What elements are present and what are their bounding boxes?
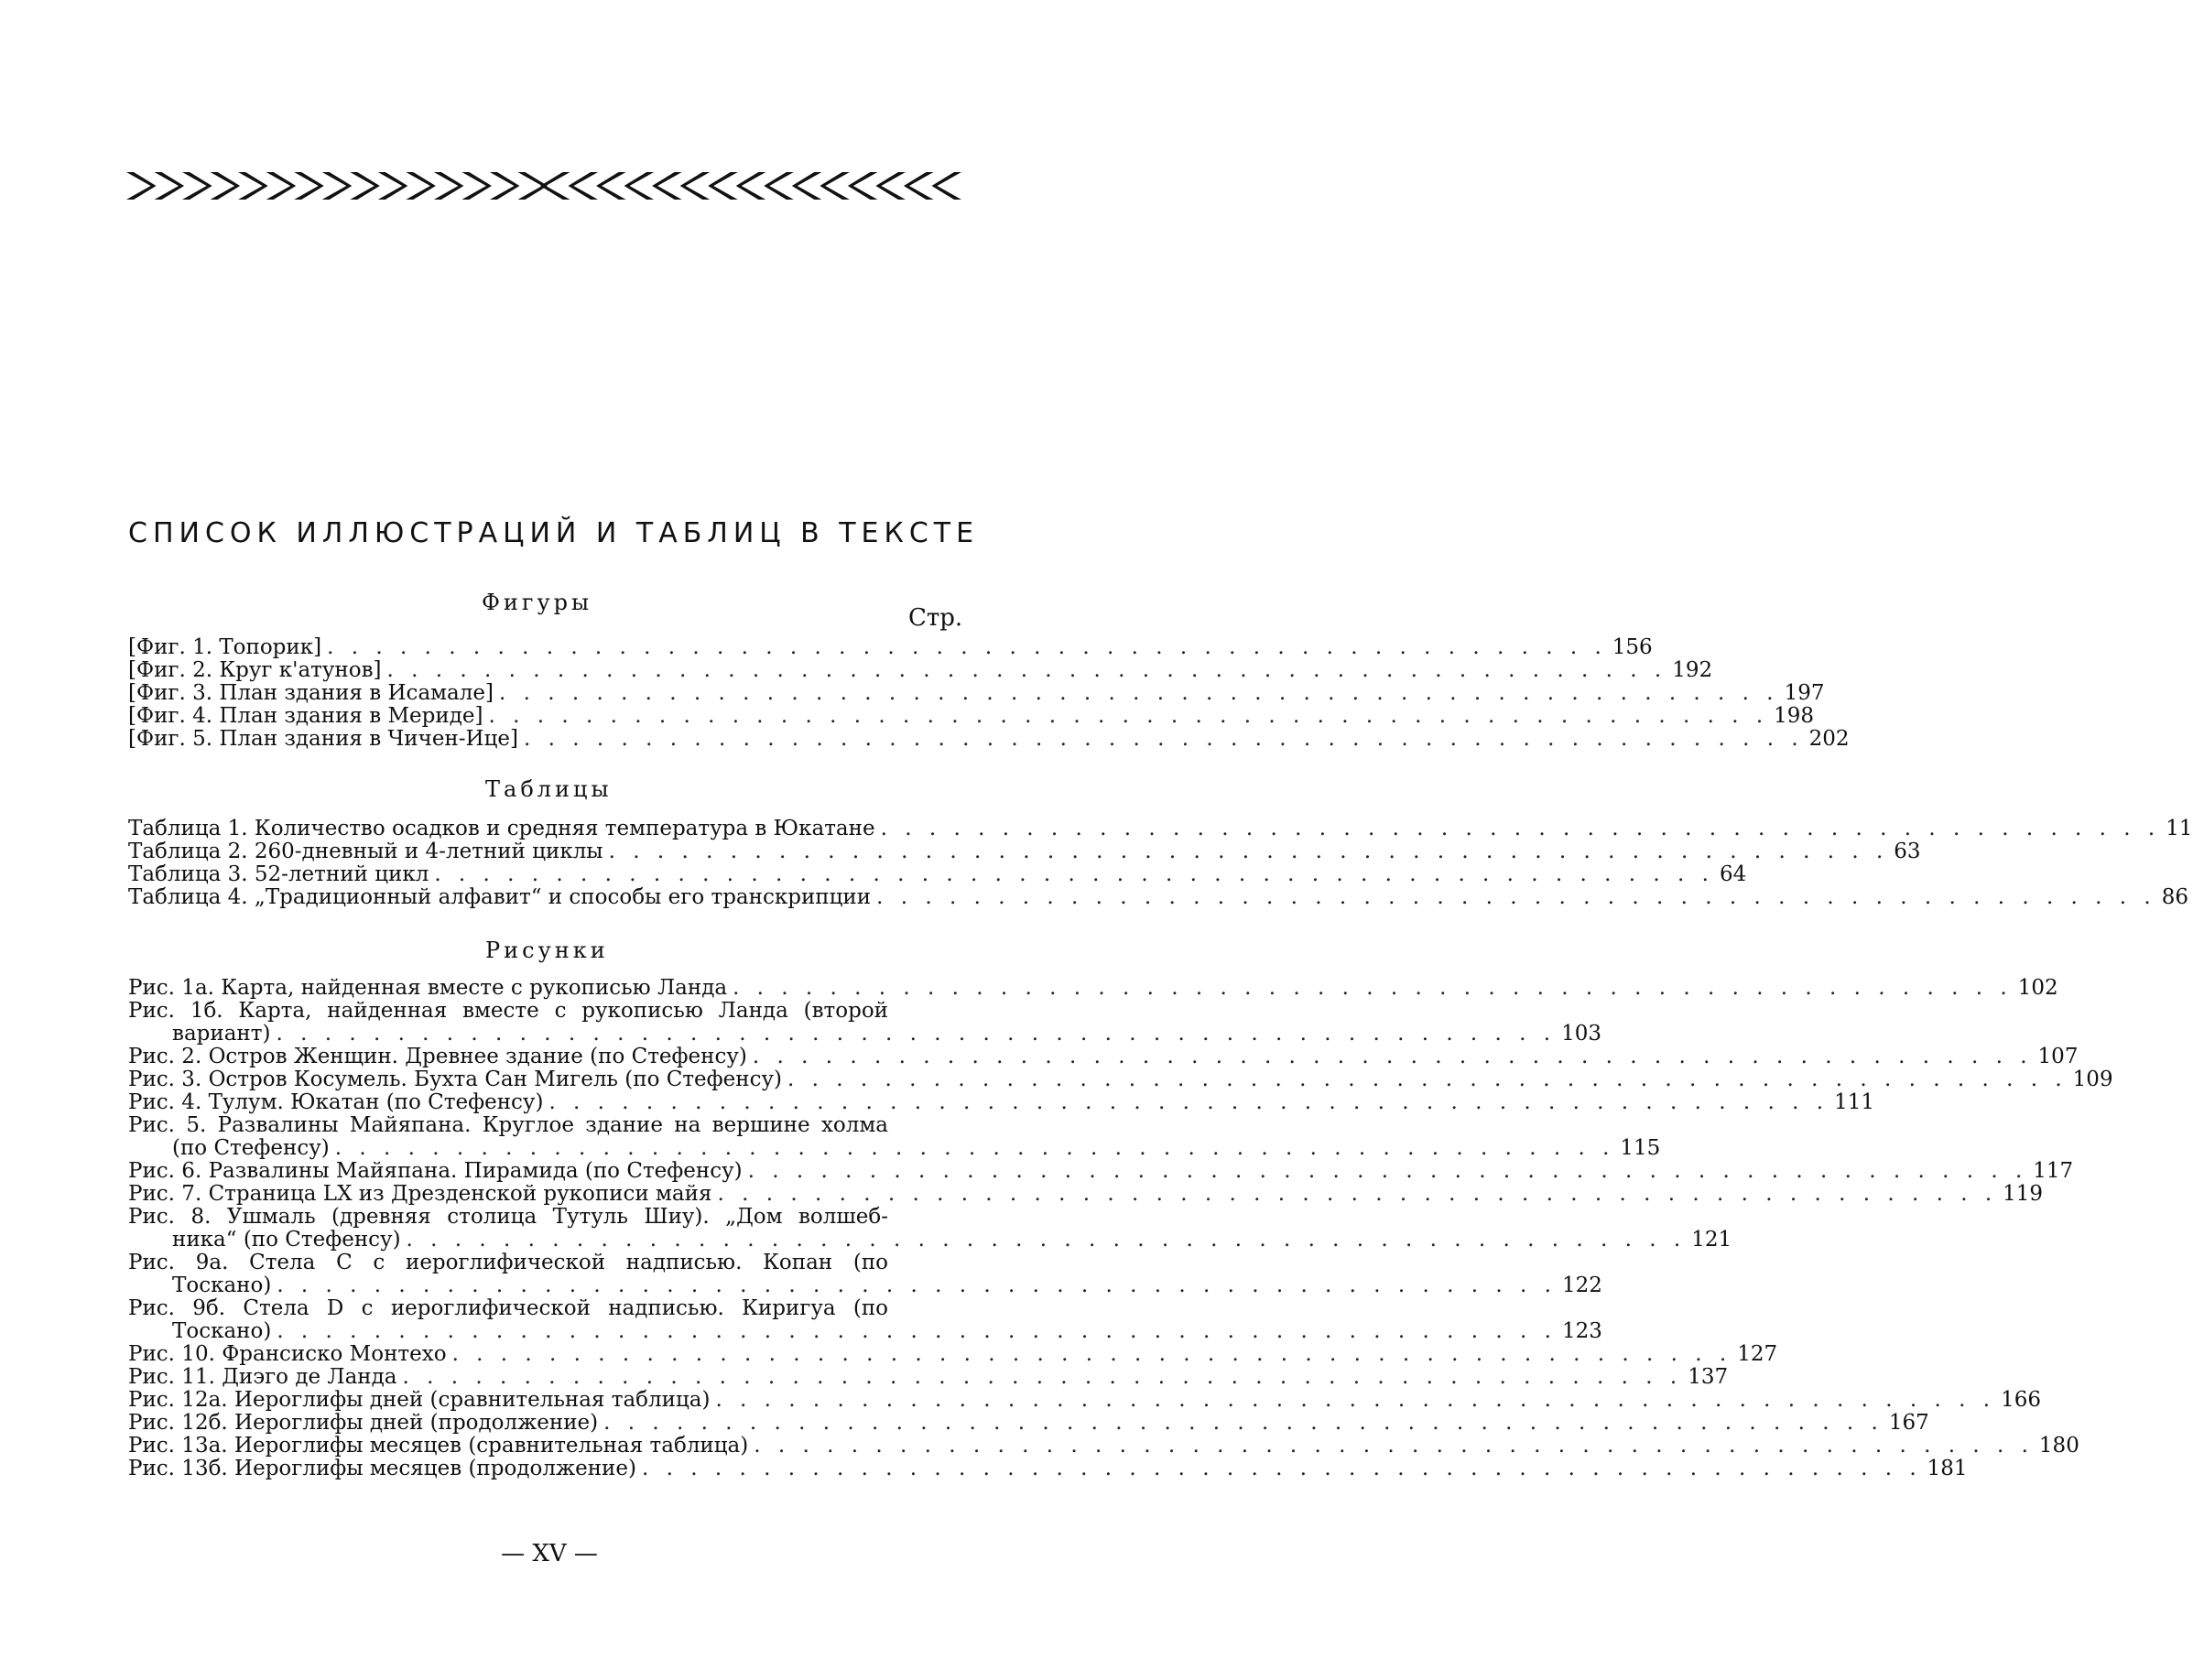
chevron-mark: [792, 172, 822, 200]
page-ref: 64: [1719, 862, 1747, 886]
dot-leader: . . . . . . . . . . . . . . . . . . . . . . . . . . . . . . . . . . . . . . . . . . . . . . . . . . . . .: [386, 658, 1667, 682]
dot-leader: . . . . . . . . . . . . . . . . . . . . . . . . . . . . . . . . . . . . . . . . . . . . . . . . . . . . .: [451, 1342, 1732, 1366]
dot-leader: . . . . . . . . . . . . . . . . . . . . . . . . . . . . . . . . . . . . . . . . . . . . . . . . . . . . .: [747, 1159, 2028, 1183]
chevron-mark: [266, 172, 297, 200]
entry-label: Таблица 1. Количество осадков и средняя температура в Юкатане: [128, 817, 875, 840]
entry-label: [Фиг. 4. План здания в Мериде]: [128, 704, 483, 728]
entry-label: Рис. 8. Ушмаль (древняя столица Тутуль Шиу). „Дом волшеб-: [128, 1205, 888, 1229]
entry-label: Рис. 9б. Стела D с иероглифической надписью. Киригуа (по: [128, 1296, 888, 1320]
page-ref: 107: [2037, 1045, 2079, 1068]
chevron-mark: [238, 172, 268, 200]
dot-leader: . . . . . . . . . . . . . . . . . . . . . . . . . . . . . . . . . . . . . . . . . . . . . . . . . . . . .: [603, 1411, 1884, 1435]
chevron-mark: [848, 172, 878, 200]
chevron-mark: [820, 172, 850, 200]
chevron-mark: [490, 172, 520, 200]
drawings-list: [128, 976, 2113, 1480]
drawing-entry: [128, 1113, 1661, 1160]
chevron-mark: [350, 172, 380, 200]
entry-label: вариант): [172, 1022, 271, 1046]
table-entry: [128, 817, 2193, 840]
drawing-entry: [128, 1090, 1875, 1114]
dot-leader: . . . . . . . . . . . . . . . . . . . . . . . . . . . . . . . . . . . . . . . . . . . . . . . . . . . . .: [548, 1090, 1829, 1114]
drawing-entry: [128, 1365, 1729, 1389]
page-ref: 123: [1561, 1319, 1602, 1343]
entry-label: Рис. 3. Остров Косумель. Бухта Сан Мигель (по Стефенсу): [128, 1068, 782, 1091]
page-ref: 137: [1688, 1365, 1729, 1389]
chevron-mark: [126, 172, 157, 200]
chevron-mark: [736, 172, 766, 200]
entry-label: Тоскано): [172, 1274, 272, 1297]
entry-label: Рис. 7. Страница LX из Дрезденской рукописи майя: [128, 1182, 712, 1206]
page-ref: 103: [1561, 1022, 1602, 1046]
entry-label: Рис. 1а. Карта, найденная вместе с рукописью Ланда: [128, 976, 728, 1000]
page-column-label: Стр.: [908, 604, 963, 632]
page-ref: 119: [2003, 1182, 2044, 1206]
entry-label: Рис. 1б. Карта, найденная вместе с рукописью Ланда (второй: [128, 999, 888, 1023]
page-title: СПИСОК ИЛЛЮСТРАЦИЙ И ТАБЛИЦ В ТЕКСТЕ: [128, 517, 980, 549]
page-ref: 197: [1784, 681, 1825, 705]
tables-list: [128, 817, 2193, 909]
chevron-mark: [211, 172, 241, 200]
drawing-entry: [128, 1388, 2042, 1412]
dot-leader: . . . . . . . . . . . . . . . . . . . . . . . . . . . . . . . . . . . . . . . . . . . . . . . . . . . . .: [327, 635, 1607, 659]
chevron-mark: [652, 172, 682, 200]
page-ref: 115: [1620, 1136, 1661, 1160]
entry-label: [Фиг. 2. Круг к'атунов]: [128, 658, 382, 682]
page-ref: 11: [2166, 817, 2193, 840]
page-ref: 122: [1561, 1274, 1602, 1297]
entry-label: ника“ (по Стефенсу): [172, 1228, 401, 1252]
page-ref: 127: [1737, 1342, 1778, 1366]
chevron-mark: [931, 172, 961, 200]
entry-label: Рис. 10. Франсиско Монтехо: [128, 1342, 447, 1366]
entry-label: (по Стефенсу): [172, 1136, 330, 1160]
figures-list: [128, 635, 1850, 751]
drawing-entry: [128, 1045, 2079, 1068]
table-entry: [128, 862, 1747, 886]
entry-label: [Фиг. 3. План здания в Исамале]: [128, 681, 494, 705]
drawing-entry: [128, 999, 1602, 1046]
page-ref: 63: [1894, 840, 1921, 863]
drawing-entry: [128, 1182, 2044, 1206]
page-ref: 181: [1927, 1457, 1968, 1480]
chevron-mark: [322, 172, 353, 200]
drawing-entry: [128, 976, 2058, 1000]
figures-heading: Фигуры: [482, 590, 593, 615]
page-ref: 102: [2017, 976, 2058, 1000]
drawing-entry: [128, 1342, 1778, 1366]
page-ref: 109: [2072, 1068, 2113, 1091]
chevron-ornament-icon: [125, 168, 963, 203]
dot-leader: . . . . . . . . . . . . . . . . . . . . . . . . . . . . . . . . . . . . . . . . . . . . . . . . . . . . .: [277, 1274, 1557, 1297]
dot-leader: . . . . . . . . . . . . . . . . . . . . . . . . . . . . . . . . . . . . . . . . . . . . . . . . . . . . .: [434, 862, 1714, 886]
dot-leader: . . . . . . . . . . . . . . . . . . . . . . . . . . . . . . . . . . . . . . . . . . . . . . . . . . . . .: [752, 1045, 2033, 1068]
chevron-mark: [904, 172, 934, 200]
entry-label: Рис. 13а. Иероглифы месяцев (сравнительная таблица): [128, 1434, 749, 1458]
figure-entry: [128, 635, 1653, 659]
chevron-mark: [461, 172, 492, 200]
dot-leader: . . . . . . . . . . . . . . . . . . . . . . . . . . . . . . . . . . . . . . . . . . . . . . . . . . . . .: [715, 1388, 1996, 1412]
dot-leader: . . . . . . . . . . . . . . . . . . . . . . . . . . . . . . . . . . . . . . . . . . . . . . . . . . . . .: [876, 885, 2156, 909]
dot-leader: . . . . . . . . . . . . . . . . . . . . . . . . . . . . . . . . . . . . . . . . . . . . . . . . . . . . .: [488, 704, 1769, 728]
page-ref: 192: [1672, 658, 1713, 682]
dot-leader: . . . . . . . . . . . . . . . . . . . . . . . . . . . . . . . . . . . . . . . . . . . . . . . . . . . . .: [523, 727, 1804, 751]
entry-continuation: [128, 1136, 1661, 1160]
chevron-mark: [378, 172, 408, 200]
drawings-heading: Рисунки: [485, 938, 609, 963]
drawing-entry: [128, 1296, 1602, 1343]
page-ref: 167: [1888, 1411, 1929, 1435]
chevron-mark: [764, 172, 794, 200]
page-ref: 202: [1808, 727, 1850, 751]
entry-label: Рис. 12б. Иероглифы дней (продолжение): [128, 1411, 599, 1435]
chevron-mark: [155, 172, 185, 200]
entry-continuation: [128, 1228, 1732, 1252]
chevron-mark: [596, 172, 626, 200]
drawing-entry: [128, 1251, 1602, 1297]
dot-leader: . . . . . . . . . . . . . . . . . . . . . . . . . . . . . . . . . . . . . . . . . . . . . . . . . . . . .: [880, 817, 2161, 840]
entry-label: [Фиг. 1. Топорик]: [128, 635, 322, 659]
chevron-mark: [875, 172, 906, 200]
entry-label: [Фиг. 5. План здания в Чичен-Ице]: [128, 727, 518, 751]
entry-label: Рис. 11. Диэго де Ланда: [128, 1365, 397, 1389]
dot-leader: . . . . . . . . . . . . . . . . . . . . . . . . . . . . . . . . . . . . . . . . . . . . . . . . . . . . .: [277, 1319, 1557, 1343]
dot-leader: . . . . . . . . . . . . . . . . . . . . . . . . . . . . . . . . . . . . . . . . . . . . . . . . . . . . .: [402, 1365, 1683, 1389]
table-entry: [128, 840, 1921, 863]
table-entry: [128, 885, 2189, 909]
dot-leader: . . . . . . . . . . . . . . . . . . . . . . . . . . . . . . . . . . . . . . . . . . . . . . . . . . . . .: [733, 976, 2013, 1000]
page-ref: 166: [2001, 1388, 2042, 1412]
entry-label: Рис. 12а. Иероглифы дней (сравнительная таблица): [128, 1388, 711, 1412]
entry-label: Рис. 4. Тулум. Юкатан (по Стефенсу): [128, 1090, 544, 1114]
entry-continuation: [128, 1022, 1602, 1046]
chevron-mark: [680, 172, 711, 200]
figure-entry: [128, 658, 1713, 682]
dot-leader: . . . . . . . . . . . . . . . . . . . . . . . . . . . . . . . . . . . . . . . . . . . . . . . . . . . . .: [406, 1228, 1687, 1252]
drawing-entry: [128, 1411, 1929, 1435]
entry-label: Таблица 2. 260-дневный и 4-летний циклы: [128, 840, 603, 863]
dot-leader: . . . . . . . . . . . . . . . . . . . . . . . . . . . . . . . . . . . . . . . . . . . . . . . . . . . . .: [608, 840, 1889, 863]
drawing-entry: [128, 1068, 2113, 1091]
dot-leader: . . . . . . . . . . . . . . . . . . . . . . . . . . . . . . . . . . . . . . . . . . . . . . . . . . . . .: [754, 1434, 2034, 1458]
chevron-mark: [406, 172, 436, 200]
dot-leader: . . . . . . . . . . . . . . . . . . . . . . . . . . . . . . . . . . . . . . . . . . . . . . . . . . . . .: [641, 1457, 1922, 1480]
drawing-entry: [128, 1205, 1732, 1252]
page-ref: 117: [2033, 1159, 2074, 1183]
page-ref: 121: [1691, 1228, 1732, 1252]
entry-label: Таблица 4. „Традиционный алфавит“ и способы его транскрипции: [128, 885, 872, 909]
entry-label: Рис. 2. Остров Женщин. Древнее здание (по Стефенсу): [128, 1045, 747, 1068]
figure-entry: [128, 727, 1850, 751]
drawing-entry: [128, 1457, 1968, 1480]
page-ref: 86: [2161, 885, 2189, 909]
entry-label: Таблица 3. 52-летний цикл: [128, 862, 429, 886]
figure-entry: [128, 704, 1815, 728]
entry-label: Рис. 6. Развалины Майяпана. Пирамида (по Стефенсу): [128, 1159, 743, 1183]
chevron-mark: [294, 172, 324, 200]
chevron-mark: [182, 172, 212, 200]
drawing-entry: [128, 1159, 2074, 1183]
entry-label: Тоскано): [172, 1319, 272, 1343]
page-ref: 111: [1834, 1090, 1875, 1114]
dot-leader: . . . . . . . . . . . . . . . . . . . . . . . . . . . . . . . . . . . . . . . . . . . . . . . . . . . . .: [717, 1182, 1998, 1206]
chevron-mark: [624, 172, 655, 200]
page-ref: 180: [2038, 1434, 2079, 1458]
page-ref: 198: [1774, 704, 1815, 728]
entry-continuation: [128, 1274, 1602, 1297]
chevron-mark: [540, 172, 570, 200]
chevron-mark: [708, 172, 738, 200]
entry-continuation: [128, 1319, 1602, 1343]
dot-leader: . . . . . . . . . . . . . . . . . . . . . . . . . . . . . . . . . . . . . . . . . . . . . . . . . . . . .: [498, 681, 1779, 705]
tables-heading: Таблицы: [485, 776, 613, 802]
entry-label: Рис. 9а. Стела С с иероглифической надписью. Копан (по: [128, 1251, 888, 1274]
chevron-mark: [569, 172, 599, 200]
page-number: — XV —: [501, 1540, 598, 1567]
dot-leader: . . . . . . . . . . . . . . . . . . . . . . . . . . . . . . . . . . . . . . . . . . . . . . . . . . . . .: [787, 1068, 2068, 1091]
figure-entry: [128, 681, 1825, 705]
entry-label: Рис. 5. Развалины Майяпана. Круглое здание на вершине холма: [128, 1113, 888, 1137]
chevron-mark: [434, 172, 464, 200]
entry-label: Рис. 13б. Иероглифы месяцев (продолжение): [128, 1457, 636, 1480]
page-ref: 156: [1612, 635, 1653, 659]
dot-leader: . . . . . . . . . . . . . . . . . . . . . . . . . . . . . . . . . . . . . . . . . . . . . . . . . . . . .: [276, 1022, 1557, 1046]
dot-leader: . . . . . . . . . . . . . . . . . . . . . . . . . . . . . . . . . . . . . . . . . . . . . . . . . . . . .: [334, 1136, 1615, 1160]
drawing-entry: [128, 1434, 2079, 1458]
